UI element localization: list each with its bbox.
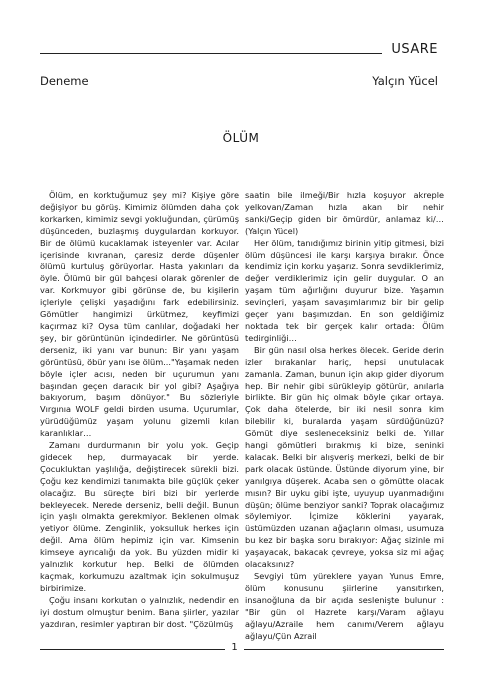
author-name: Yalçın Yücel: [372, 74, 438, 88]
genre-label: Deneme: [40, 74, 89, 88]
paragraph: Çoğu insanı korkutan o yalnızlık, nedendir en iyi dostum olmuştur benim. Bana şiirler, yazılar yazdıran, resimler yaptıran bir dost. "Çözülmüş: [40, 594, 239, 629]
paragraph: Zamanı durdurmanın bir yolu yok. Geçip gidecek hep, durmayacak bir yerde. Çocukluktan yaşlılığa, değiştirecek sürekli bizi. Çoğu kez kendimizi tanımakta bile güçlük çeker olacağız. Bu süreçte biri bizi bir yerlerde bekleyecek. Nerede derseniz, belli değil. Bunun için yaşlı olmakta gerekmiyor. Beklenen olmak yetiyor ölüme. Zenginlik, yoksulluk herkes için değil. Ama ölüm hepimiz için var. Kimsenin kimseye ayrıcalığı da yok. Bu yüzden midir ki yalnızlık korkutur hep. Belki de ölümden kaçmak, korkumuzu azaltmak için sokulmuşuz birbirimize.: [40, 440, 239, 593]
paragraph: Bir gün nasıl olsa herkes ölecek. Geride derin izler bırakanlar hariç, hepsi unutulacak zamanla. Zaman, bunun için akıp gider diyorum hep. Bir nehir gibi sürükleyip götürür, anılarla birlikte. Bir gün hiç olmak böyle çıkar ortaya. Çok daha ötelerde, bir iki nesil sonra kim bilebilir ki, buralarda yaşam sürdüğünüzü? Gömüt diye sesleneceksiniz belki de. Yıllar hangi gömütleri bırakmış ki bize, seninki kalacak. Belki bir alışveriş merkezi, belki de bir park olacak üstünde. Üstünde diyorum yine, bir yanılgıya düşerek. Acaba sen o gömütte olacak mısın? Bir uyku gibi işte, uyuyup uyanmadığını düşün; ölüme benziyor sanki? Toprak olacağımız söylemiyor. İçimize köklerini yayarak, üstümüzden uzanan ağaçların olması, usumuza bu kez bir başka soru bırakıyor: Ağaç sizinle mi yaşayacak, bakacak çevreye, yoksa siz mi ağaç olacaksınız?: [245, 344, 444, 570]
left-column: [40, 190, 239, 631]
header-rule: [40, 53, 382, 54]
paragraph: Her ölüm, tanıdığımız birinin yitip gitmesi, bizi ölüm düşüncesi ile karşı karşıya bırakır. Önce kendimiz için korku yaşarız. Sonra sevdiklerimiz, değer verdiklerimiz için gelir duygular. O an yaşam tüm ağırlığını duyurur bize. Yaşamın sevinçleri, yaşam savaşımlarımız bir bir gelip geçer yanı başımızdan. En son geldiğimiz noktada tek bir gerçek kalır ortada: Ölüm tedirginliği…: [245, 237, 444, 343]
footer-rule-right: [244, 649, 444, 650]
journal-name: USARE: [391, 42, 438, 57]
article-title: ÖLÜM: [222, 131, 260, 145]
page-number: 1: [231, 642, 238, 653]
footer-rule-left: [40, 649, 225, 650]
paragraph: Ölüm, en korktuğumuz şey mi? Kişiye göre değişiyor bu görüş. Kimimiz ölümden daha çok korkarken, kimimiz sevgi yokluğundan, çürümüş düşünceden, buzlaşmış duygulardan korkuyor. Bir de ölümü kucaklamak isteyenler var. Acılar içerisinde kıvranan, çaresiz derde düşenler ölümü kurtuluş görüyorlar. Hasta yakınları da öyle. Ölümü bir gül bahçesi olarak görenler de var. Korkmuyor gibi görünse de, bu kişilerin içleriyle çelişki yaşadığını fark edebilirsiniz. Gömütler hangimizi ürkütmez, keyfimizi kaçırmaz ki? Oysa tüm canlılar, doğadaki her şey, bir görüntünün içindedirler. Ne görüntüsü derseniz, iki yanı var bunun: Bir yanı yaşam görüntüsü, öbür yanı ise ölüm..."Yaşamak neden böyle içler acısı, neden bir uçurumun yanı başından geçen daracık bir yol gibi? Aşağıya bakıyorum, başım dönüyor." Bu sözleriyle Vırgınıa WOLF geldi birden usuma. Uçurumlar, yürüdüğümüz yaşam yolunu gizemli kılan karanlıklar…: [40, 190, 239, 439]
paragraph: saatin bile ilmeği/Bir hızla koşuyor akreple yelkovan/Zaman hızla akan bir nehir sanki/Geçip giden bir ömürdür, anlamaz ki/… (Yalçın Yücel): [245, 190, 444, 236]
paragraph: Sevgiyi tüm yüreklere yayan Yunus Emre, ölüm konusunu şiirlerine yansıtırken, insanoğluna da bir açıda seslenişte bulunur : "Bir gün ol Hazrete karşı/Varam ağlayu ağlayu/Azraile hem canımı/Verem ağlayu ağlayu/Çün Azrail: [245, 571, 444, 641]
right-column: [245, 190, 444, 642]
